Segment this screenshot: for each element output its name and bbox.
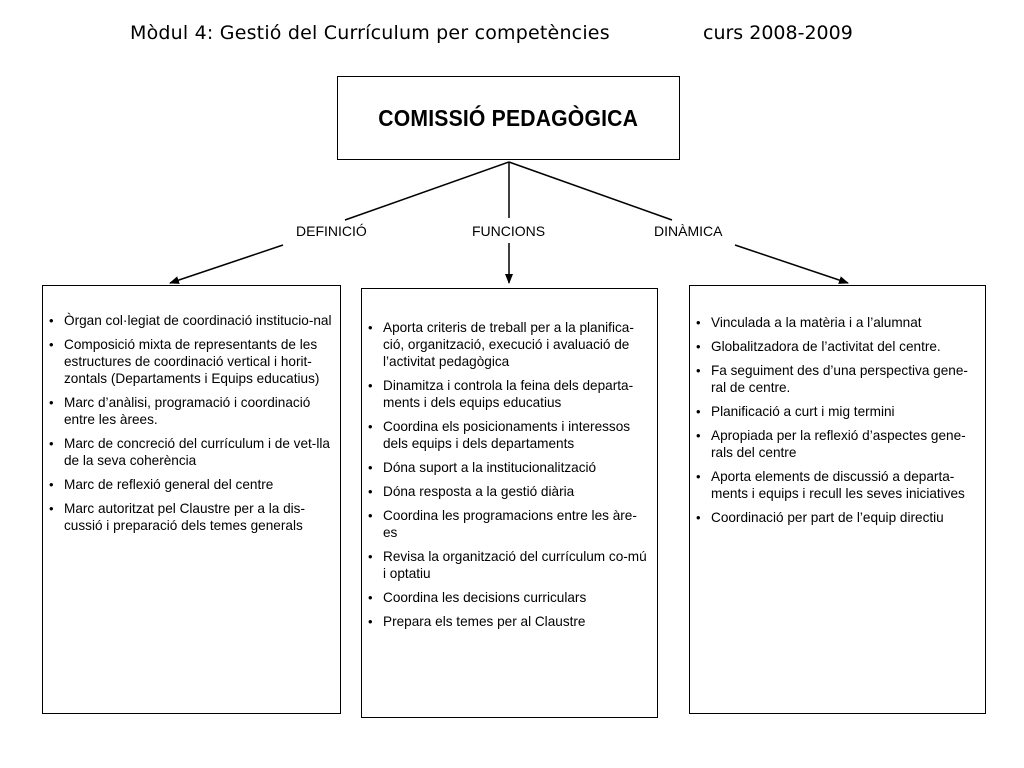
definicio-list	[49, 312, 332, 534]
label-funcions: FUNCIONS	[472, 223, 546, 239]
list-item: • Fa seguiment des d’una perspectiva gene-ral de centre.	[696, 362, 977, 396]
funcions-box	[361, 288, 658, 718]
list-item: • Marc de reflexió general del centre	[49, 476, 332, 493]
dinamica-list	[696, 314, 977, 526]
list-item: • Dóna suport a la institucionalització	[368, 459, 649, 476]
list-item: • Òrgan col·legiat de coordinació institucio-nal	[49, 312, 332, 329]
connector-definicio	[345, 162, 509, 220]
list-item: • Dóna resposta a la gestió diària	[368, 483, 649, 500]
list-item: • Marc de concreció del currículum i de vet-lla de la seva coherència	[49, 435, 332, 469]
list-item: • Coordinació per part de l’equip directiu	[696, 509, 977, 526]
arrow-definicio	[170, 245, 283, 283]
funcions-list	[368, 319, 649, 630]
list-item: • Prepara els temes per al Claustre	[368, 613, 649, 630]
list-item: • Marc d’anàlisi, programació i coordinació entre les àrees.	[49, 394, 332, 428]
connector-dinamica	[509, 162, 672, 220]
list-item: • Apropiada per la reflexió d’aspectes gene-rals del centre	[696, 427, 977, 461]
module-title: Mòdul 4: Gestió del Currículum per competències	[130, 22, 610, 44]
list-item: • Coordina les decisions curriculars	[368, 589, 649, 606]
label-dinamica: DINÀMICA	[654, 223, 723, 239]
course-year: curs 2008-2009	[703, 22, 853, 44]
list-item: • Globalitzadora de l’activitat del centre.	[696, 338, 977, 355]
list-item: • Coordina els posicionaments i interessos dels equips i dels departaments	[368, 418, 649, 452]
list-item: • Marc autoritzat pel Claustre per a la dis-cussió i preparació dels temes generals	[49, 500, 332, 534]
list-item: • Composició mixta de representants de les estructures de coordinació vertical i horit-zontals (Departaments i Equips educatius)	[49, 336, 332, 387]
diagram-title: COMISSIÓ PEDAGÒGICA	[378, 104, 639, 131]
list-item: • Vinculada a la matèria i a l’alumnat	[696, 314, 977, 331]
list-item: • Revisa la organització del currículum co-mú i optatiu	[368, 548, 649, 582]
arrow-dinamica	[735, 245, 848, 283]
label-definicio: DEFINICIÓ	[296, 223, 367, 239]
dinamica-box	[689, 285, 986, 714]
list-item: • Aporta elements de discussió a departa-ments i equips i recull les seves iniciatives	[696, 468, 977, 502]
list-item: • Planificació a curt i mig termini	[696, 403, 977, 420]
list-item: • Dinamitza i controla la feina dels departa-ments i dels equips educatius	[368, 377, 649, 411]
list-item: • Coordina les programacions entre les àre-es	[368, 507, 649, 541]
list-item: • Aporta criteris de treball per a la planifica-ció, organització, execució i avaluació de l’activitat pedagògica	[368, 319, 649, 370]
definicio-box	[42, 285, 341, 714]
